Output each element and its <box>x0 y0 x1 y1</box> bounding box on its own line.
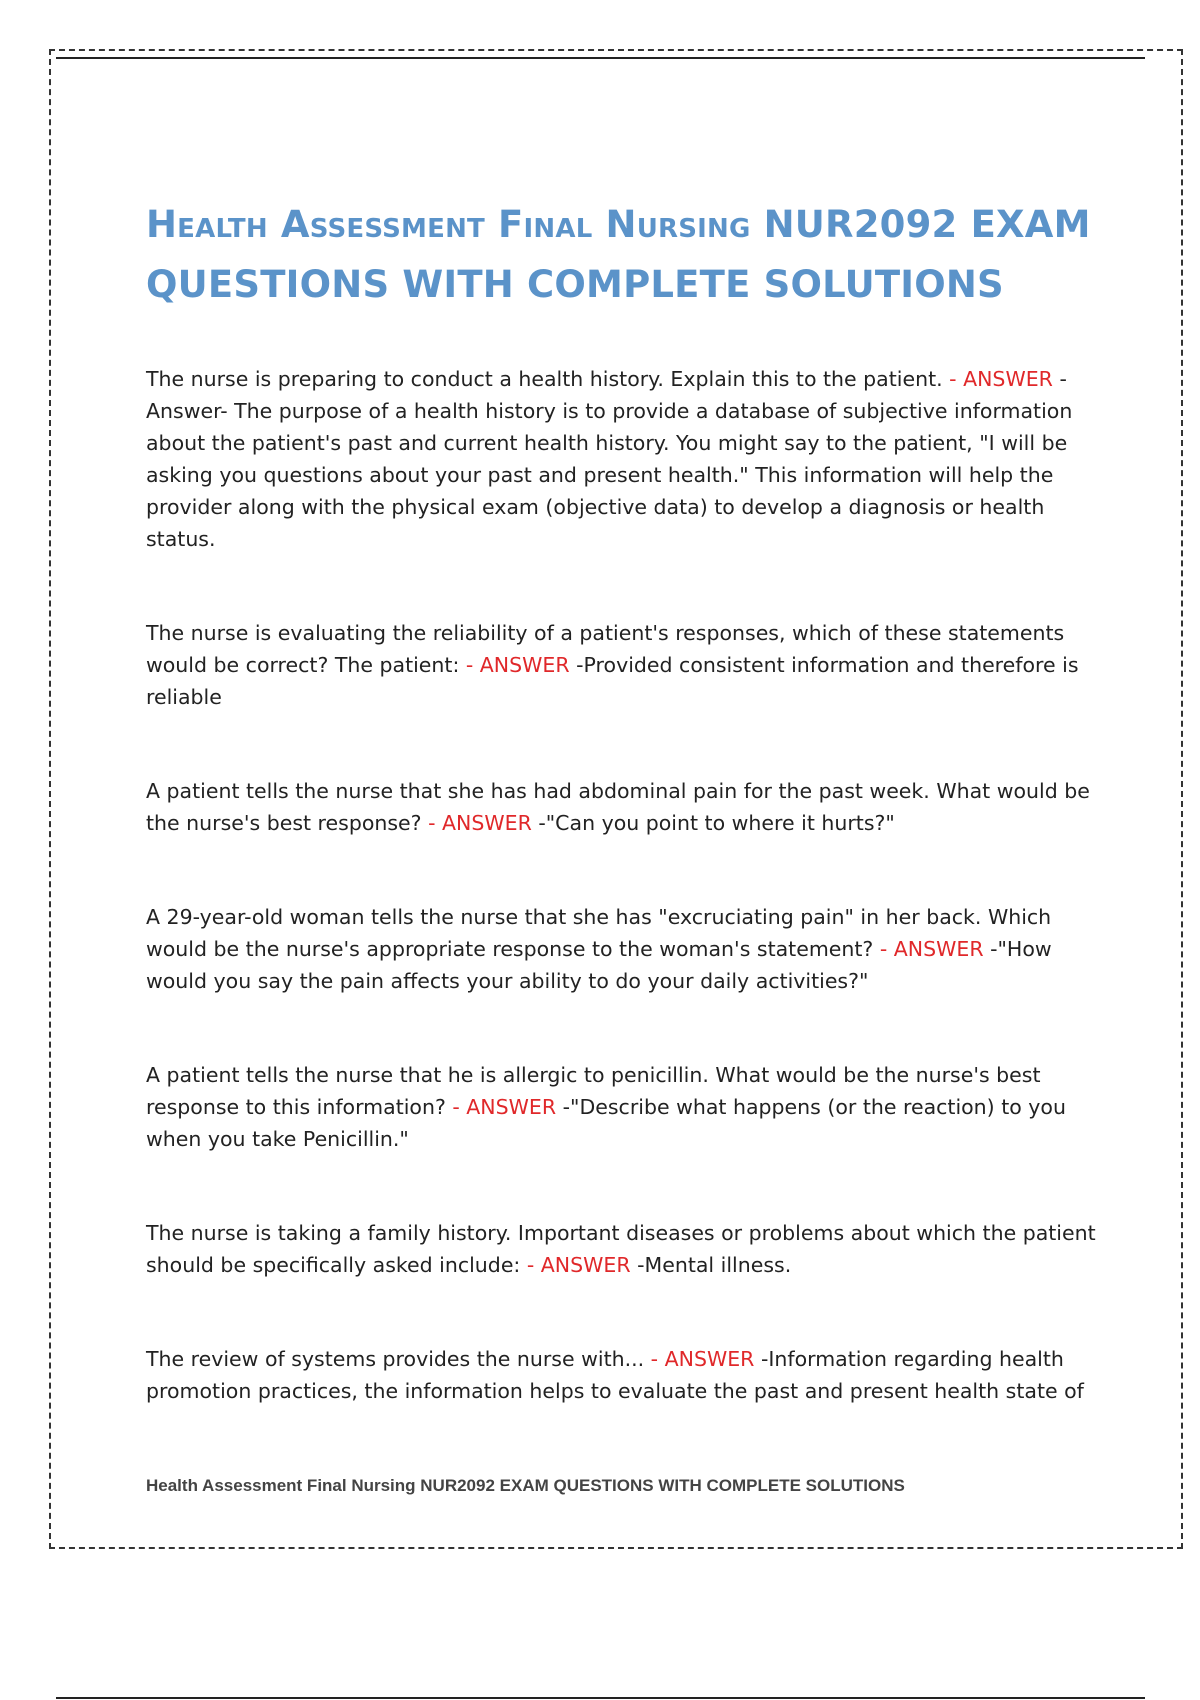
qa-item <box>146 1059 1096 1155</box>
qa-item <box>146 901 1096 997</box>
answer-text: -Mental illness. <box>630 1253 792 1277</box>
question-text: The nurse is evaluating the reliability of a patient's responses, which of these statements would be correct? The patient: <box>146 621 1065 677</box>
document-title: Health Assessment Final Nursing NUR2092 EXAM QUESTIONS WITH COMPLETE SOLUTIONS <box>146 203 1091 306</box>
question-text: A patient tells the nurse that she has had abdominal pain for the past week. What would be the nurse's best response? <box>146 779 1090 835</box>
question-text: The nurse is taking a family history. Important diseases or problems about which the patient should be specifically asked include: <box>146 1221 1096 1277</box>
answer-text: -Information regarding health promotion practices, the information helps to evaluate the past and present health state of <box>146 1347 1084 1403</box>
qa-item <box>146 775 1096 839</box>
answer-marker: - ANSWER <box>428 811 532 835</box>
answer-marker: - ANSWER <box>452 1095 557 1119</box>
page-footer: Health Assessment Final Nursing NUR2092 EXAM QUESTIONS WITH COMPLETE SOLUTIONS <box>146 1476 905 1495</box>
answer-marker: - ANSWER <box>879 937 984 961</box>
answer-marker: - ANSWER <box>650 1347 755 1371</box>
question-text: A patient tells the nurse that he is allergic to penicillin. What would be the nurse's best response to this information? <box>146 1063 1041 1119</box>
qa-item <box>146 363 1096 555</box>
answer-text: -"How would you say the pain affects your ability to do your daily activities?" <box>146 937 1052 993</box>
answer-text: -Answer- The purpose of a health history is to provide a database of subjective information about the patient's past and current health history. You might say to the patient, "I will be asking you questions about your past and present health." This information will help the provider along with the physical exam (objective data) to develop a diagnosis or health status. <box>146 367 1073 551</box>
answer-marker: - ANSWER <box>465 653 570 677</box>
header-rule <box>56 57 1145 59</box>
answer-marker: - ANSWER <box>526 1253 631 1277</box>
answer-text: -"Can you point to where it hurts?" <box>531 811 895 835</box>
answer-text: -"Describe what happens (or the reaction) to you when you take Penicillin." <box>146 1095 1066 1151</box>
qa-list <box>146 363 1096 1407</box>
qa-item <box>146 1217 1096 1281</box>
question-text: The nurse is preparing to conduct a health history. Explain this to the patient. <box>146 367 950 391</box>
answer-marker: - ANSWER <box>949 367 1053 391</box>
qa-item <box>146 1343 1096 1407</box>
qa-item <box>146 617 1096 713</box>
document-body <box>146 195 1096 1469</box>
answer-text: -Provided consistent information and therefore is reliable <box>146 653 1079 709</box>
question-text: A 29-year-old woman tells the nurse that she has "excruciating pain" in her back. Which would be the nurse's appropriate response to the woman's statement? <box>146 905 1052 961</box>
next-page-rule <box>56 1697 1145 1699</box>
question-text: The review of systems provides the nurse with... <box>146 1347 651 1371</box>
